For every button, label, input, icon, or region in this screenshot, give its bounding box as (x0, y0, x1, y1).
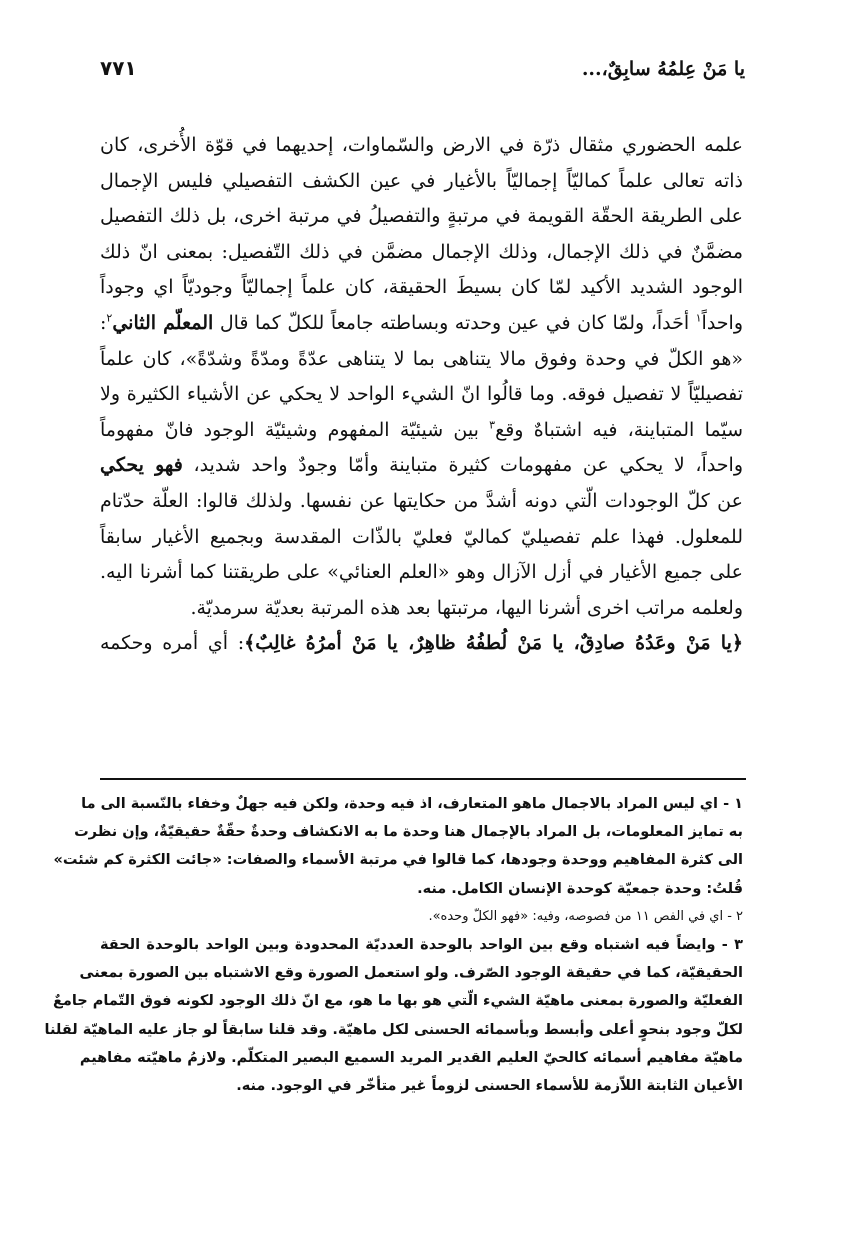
main-text (100, 128, 743, 662)
emphasis-text: فهو يحكي (100, 454, 183, 477)
footnote-2: ٢ - اي في الفص ١١ من فصوصه، وفيه: «فهو الكلّ وحده». (428, 908, 743, 924)
text-line: عن كلّ الوجودات الّتي دونه أشدَّ من حكايتها عن نفسها. ولذلك قالوا: العلّة حدّتام (100, 489, 743, 512)
text-line: على الطريقة الحقّة القويمة في مرتبةٍ والتفصيلُ في مرتبة اخرى، بل ذلك التفصيل (100, 205, 743, 228)
running-head-title: يا مَنْ عِلمُهُ سابِقٌ،... (581, 58, 745, 80)
text-line: ذاته تعالى علماً كماليّاً إجماليّاً بالأغيار في عين الكشف التفصيلي فليس الإجمال (100, 169, 743, 192)
footnote-3-line: الفعليّة والصورة بمعنى ماهيّة الشيء الّتي هو بها ما هو، مع انّ ذلك الوجود لكونه فوق التّمام جامعٌ (52, 993, 743, 1010)
footnote-ref-2[interactable]: ٢ (106, 311, 113, 325)
text-line: علمه الحضوري مثقال ذرّة في الارض والسّماوات، إحديهما في قوّة الأُخرى، كان (100, 134, 743, 156)
text-line: ولعلمه مراتب اخرى أشرنا اليها، مرتبتها بعد هذه المرتبة بعديّة سرمديّة. (190, 596, 743, 619)
footnote-3-line: الأعيان الثابتة اللاّزمة للأسماء الحسنى لزوماً غير متأخّر في الوجود. منه. (236, 1077, 743, 1094)
footnote-ref-3[interactable]: ٣ (489, 418, 496, 432)
text-line: للمعلول. فهذا علم تفصيليّ كماليّ فعليّ بالذّات المقدسة وبجميع الأغيار سابقاً (100, 525, 743, 548)
footnote-1-line: به تمايز المعلومات، بل المراد بالإجمال هنا وحدة ما به الانكشاف وحدةٌ حقّةٌ حقيقيّةٌ، وإن نظرت (74, 824, 743, 841)
footnote-ref-1[interactable]: ١ (695, 311, 702, 325)
footnotes (44, 790, 743, 1100)
text-line (100, 306, 743, 342)
footnote-3-line: ماهيّة مفاهيم أسمائه كالحيّ العليم القدير المريد السميع البصير المتكلّم. ولازمُ ماهيّته مفاهيم (79, 1049, 743, 1066)
supplication-quote: ﴿يا مَنْ وعَدُهُ صادِقٌ، يا مَنْ لُطفُهُ ظاهِرٌ، يا مَنْ أمرُهُ غالِبٌ﴾ (244, 632, 743, 655)
author-name: المعلّم الثاني (112, 311, 214, 334)
page-number: ٧٧١ (100, 56, 137, 80)
footnote-3-line: لكلّ وجود بنحوٍ أعلى وأبسط وبأسمائه الحسنى لكل ماهيّة. وقد قلنا سابقاً لو جاز عليه الماهيّة لقلنا (44, 1021, 743, 1038)
footnote-1-line: قُلتُ: وحدة جمعيّة كوحدة الإنسان الكامل. منه. (417, 880, 743, 897)
text-line: تفصيليّاً لا تفصيل فوقه. وما قالُوا انّ الشيء الواحد لا يحكي عن الأشياء الكثيرة ولا (100, 383, 743, 406)
footnote-separator (100, 778, 746, 780)
text-line: «هو الكلّ في وحدة وفوق مالا يتناهى بما لا يتناهى عدّةً ومدّةً وشدّةً»، كان علماً (100, 347, 743, 370)
footnote-3-line: الحقيقيّة، كما في حقيقة الوجود الصّرف. ولو استعمل الصورة وقع الاشتباه بين الصورة بمعنى (79, 965, 743, 982)
text-line (100, 413, 743, 449)
footnote-3-line: ٣ - وايضاً فيه اشتباه وقع بين الواحد بالوحدة العدديّة المحدودة وبين الواحد بالوحدة الحقة (100, 936, 743, 953)
footnote-1-line: ١ - اي ليس المراد بالاجمال ماهو المتعارف، اذ فيه وحدة، ولكن فيه جهلٌ وخفاء بالنّسبة الى ما (81, 796, 743, 812)
text-segment: بين شيئيّة المفهوم وشيئيّة الوجود فانّ مفهوماً (100, 418, 490, 441)
quote-line (100, 626, 743, 662)
text-segment: : (100, 311, 107, 334)
text-line (100, 448, 743, 484)
footnote-1-line: الى كثرة المفاهيم ووحدة وجودها، كما قالوا في مرتبة الأسماء والصفات: «جائت الكثرة كم شئت» (53, 852, 743, 869)
text-segment: واحداً، لا يحكي عن مفهومات كثيرة متباينة وأمّا وجودٌ واحد شديد، (182, 454, 744, 477)
text-segment: واحداً (701, 311, 743, 334)
text-line: على جميع الأغيار في أزل الآزال وهو «العلم العنائي» على طريقتنا كما أشرنا اليه. (100, 561, 743, 584)
text-segment: سيّما المتباينة، فيه اشتباهٌ وقع (495, 418, 744, 441)
running-head (100, 58, 745, 92)
text-segment: أحَداً، ولمّا كان في عين وحدته وبساطته جامعاً للكلّ كما قال (213, 311, 696, 334)
text-segment: : أي أمره وحكمه (100, 632, 245, 655)
text-line: مضمَّنٌ في ذلك الإجمال، وذلك الإجمال مضمَّن في ذلك التّفصيل: بمعنى انّ ذلك (100, 240, 743, 263)
text-line: الوجود الشديد الأكيد لمّا كان بسيطَ الحقيقة، كان علماً إجماليّاً وجوديّاً اي وجوداً (100, 276, 743, 299)
